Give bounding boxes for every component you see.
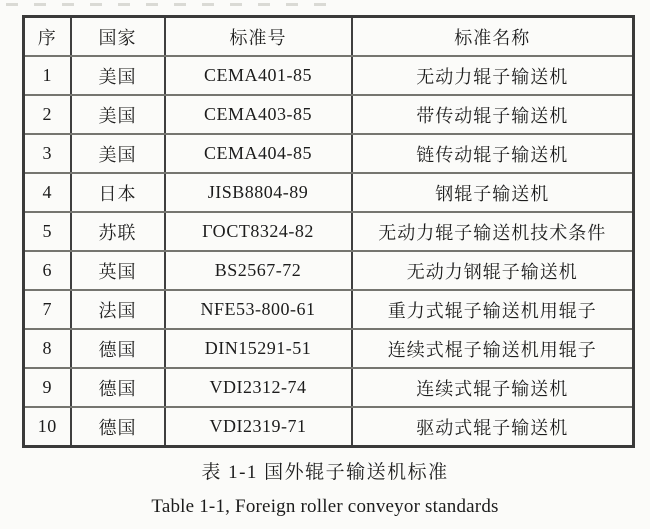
- cell-index: 3: [24, 134, 71, 173]
- cell-index: 9: [24, 368, 71, 407]
- table-row: [24, 56, 634, 95]
- cell-standard-number: JISB8804-89: [165, 173, 352, 212]
- cell-standard-name: 链传动辊子输送机: [352, 134, 634, 173]
- cell-standard-number: VDI2319-71: [165, 407, 352, 447]
- cell-index: 5: [24, 212, 71, 251]
- cell-standard-name: 连续式辊子输送机: [352, 368, 634, 407]
- cell-standard-name: 无动力辊子输送机技术条件: [352, 212, 634, 251]
- header-cell-standard-name: 标准名称: [352, 17, 634, 57]
- header-cell-country: 国家: [71, 17, 165, 57]
- cell-standard-name: 钢辊子输送机: [352, 173, 634, 212]
- cell-country: 美国: [71, 95, 165, 134]
- table-row: [24, 173, 634, 212]
- cell-index: 8: [24, 329, 71, 368]
- cell-standard-name: 连续式棍子输送机用辊子: [352, 329, 634, 368]
- cell-index: 10: [24, 407, 71, 447]
- cell-standard-number: CEMA404-85: [165, 134, 352, 173]
- cell-standard-name: 驱动式辊子输送机: [352, 407, 634, 447]
- table-caption-chinese: 表 1-1 国外辊子输送机标准: [201, 462, 449, 483]
- table-body: [24, 56, 634, 447]
- cell-index: 7: [24, 290, 71, 329]
- cell-country: 法国: [71, 290, 165, 329]
- scan-artifact: [6, 3, 341, 6]
- table-row: [24, 407, 634, 447]
- cell-standard-number: NFE53-800-61: [165, 290, 352, 329]
- cell-standard-number: DIN15291-51: [165, 329, 352, 368]
- header-cell-index: 序: [24, 17, 71, 57]
- cell-country: 美国: [71, 56, 165, 95]
- cell-country: 英国: [71, 251, 165, 290]
- cell-standard-name: 无动力钢辊子输送机: [352, 251, 634, 290]
- cell-country: 美国: [71, 134, 165, 173]
- cell-standard-name: 重力式辊子输送机用辊子: [352, 290, 634, 329]
- table-row: [24, 368, 634, 407]
- cell-country: 德国: [71, 407, 165, 447]
- cell-index: 4: [24, 173, 71, 212]
- cell-standard-name: 带传动辊子输送机: [352, 95, 634, 134]
- table-header-row: [24, 17, 634, 57]
- cell-standard-number: BS2567-72: [165, 251, 352, 290]
- cell-country: 苏联: [71, 212, 165, 251]
- cell-country: 德国: [71, 368, 165, 407]
- table-caption-english: Table 1-1, Foreign roller conveyor standards: [151, 496, 499, 517]
- cell-standard-name: 无动力辊子输送机: [352, 56, 634, 95]
- table-row: [24, 95, 634, 134]
- cell-standard-number: VDI2312-74: [165, 368, 352, 407]
- cell-country: 德国: [71, 329, 165, 368]
- table-row: [24, 134, 634, 173]
- cell-standard-number: CEMA403-85: [165, 95, 352, 134]
- cell-country: 日本: [71, 173, 165, 212]
- cell-standard-number: CEMA401-85: [165, 56, 352, 95]
- header-cell-standard-number: 标准号: [165, 17, 352, 57]
- cell-index: 2: [24, 95, 71, 134]
- cell-index: 6: [24, 251, 71, 290]
- table-row: [24, 329, 634, 368]
- standards-table: [22, 15, 635, 448]
- table-row: [24, 290, 634, 329]
- table-row: [24, 212, 634, 251]
- cell-standard-number: ГОСТ8324-82: [165, 212, 352, 251]
- cell-index: 1: [24, 56, 71, 95]
- table-row: [24, 251, 634, 290]
